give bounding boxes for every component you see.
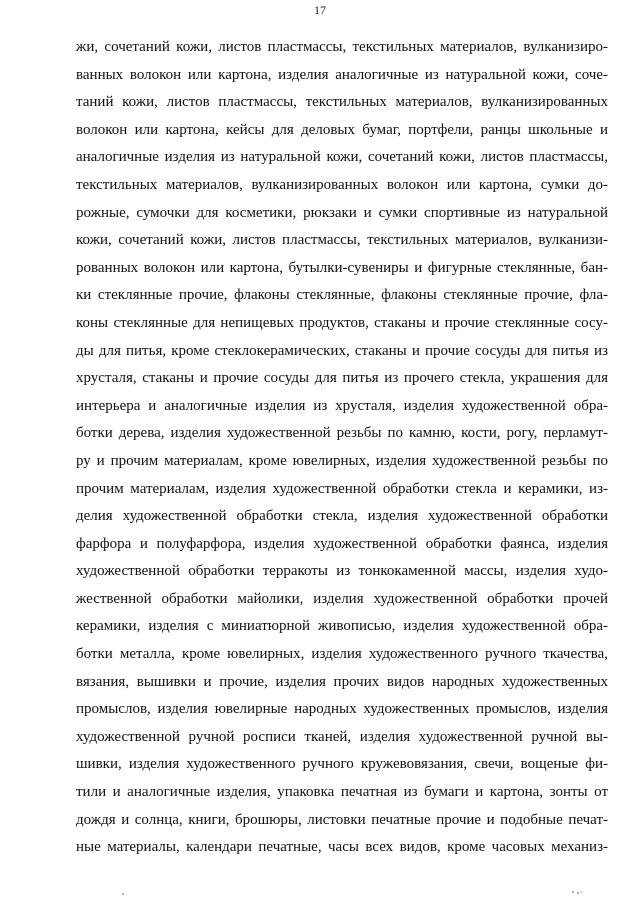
text-line: тили и аналогичные изделия, упаковка печатная из бумаги и картона, зонты от bbox=[76, 784, 608, 801]
text-line: кожи, сочетаний кожи, листов пластмассы, текстильных материалов, вулканизи- bbox=[76, 232, 608, 249]
scan-speck bbox=[572, 891, 574, 893]
text-line: ботки металла, кроме ювелирных, изделия художественного ручного ткачества, bbox=[76, 646, 608, 663]
scan-speck bbox=[577, 892, 579, 894]
text-line: ки стеклянные прочие, флаконы стеклянные, флаконы стеклянные прочие, фла- bbox=[76, 287, 608, 304]
text-line: художественной обработки терракоты из тонкокаменной массы, изделия худо- bbox=[76, 563, 608, 580]
text-line: интерьера и аналогичные изделия из хрусталя, изделия художественной обра- bbox=[76, 397, 608, 414]
text-line: ды для питья, кроме стеклокерамических, стаканы и прочие сосуды для питья из bbox=[76, 342, 608, 359]
text-line: керамики, изделия с миниатюрной живописью, изделия художественной обра- bbox=[76, 618, 608, 635]
text-line: промыслов, изделия ювелирные народных художественных промыслов, изделия bbox=[76, 701, 608, 718]
page-number: 17 bbox=[314, 3, 326, 17]
text-line: дождя и солнца, книги, брошюры, листовки печатные прочие и подобные печат- bbox=[76, 811, 608, 828]
text-line: делия художественной обработки стекла, изделия художественной обработки bbox=[76, 508, 608, 525]
text-line: рожные, сумочки для косметики, рюкзаки и сумки спортивные из натуральной bbox=[76, 204, 608, 221]
text-line: рованных волокон или картона, бутылки-сувениры и фигурные стеклянные, бан- bbox=[76, 259, 608, 276]
scan-speck bbox=[581, 891, 582, 893]
text-line: жи, сочетаний кожи, листов пластмассы, текстильных материалов, вулканизиро- bbox=[76, 39, 608, 55]
text-line: текстильных материалов, вулканизированных волокон или картона, сумки до- bbox=[76, 176, 608, 193]
text-line: ванных волокон или картона, изделия аналогичные из натуральной кожи, соче- bbox=[76, 66, 608, 83]
text-line: ные материалы, календари печатные, часы всех видов, кроме часовых механиз- bbox=[76, 839, 608, 856]
text-line: таний кожи, листов пластмассы, текстильных материалов, вулканизированных bbox=[76, 94, 608, 111]
body-paragraph bbox=[76, 34, 608, 862]
text-line: ру и прочим материалам, кроме ювелирных, изделия художественной резьбы по bbox=[76, 452, 608, 469]
text-line: шивки, изделия художественного ручного кружевовязания, свечи, вощеные фи- bbox=[76, 756, 608, 773]
text-line: волокон или картона, кейсы для деловых бумаг, портфели, ранцы школьные и bbox=[76, 121, 608, 138]
text-line: жественной обработки майолики, изделия художественной обработки прочей bbox=[76, 590, 608, 607]
text-line: вязания, вышивки и прочие, изделия прочих видов народных художественных bbox=[76, 673, 608, 690]
text-line: ботки дерева, изделия художественной резьбы по камню, кости, рогу, перламут- bbox=[76, 425, 608, 442]
text-line: фарфора и полуфарфора, изделия художественной обработки фаянса, изделия bbox=[76, 535, 608, 552]
text-line: художественной ручной росписи тканей, изделия художественной ручной вы- bbox=[76, 728, 608, 745]
text-line: хрусталя, стаканы и прочие сосуды для питья из прочего стекла, украшения для bbox=[76, 370, 608, 387]
text-line: аналогичные изделия из натуральной кожи, сочетаний кожи, листов пластмассы, bbox=[76, 149, 608, 166]
text-line: прочим материалам, изделия художественной обработки стекла и керамики, из- bbox=[76, 480, 608, 497]
scan-speck bbox=[122, 893, 124, 895]
text-line: коны стеклянные для непищевых продуктов, стаканы и прочие стеклянные сосу- bbox=[76, 314, 608, 331]
